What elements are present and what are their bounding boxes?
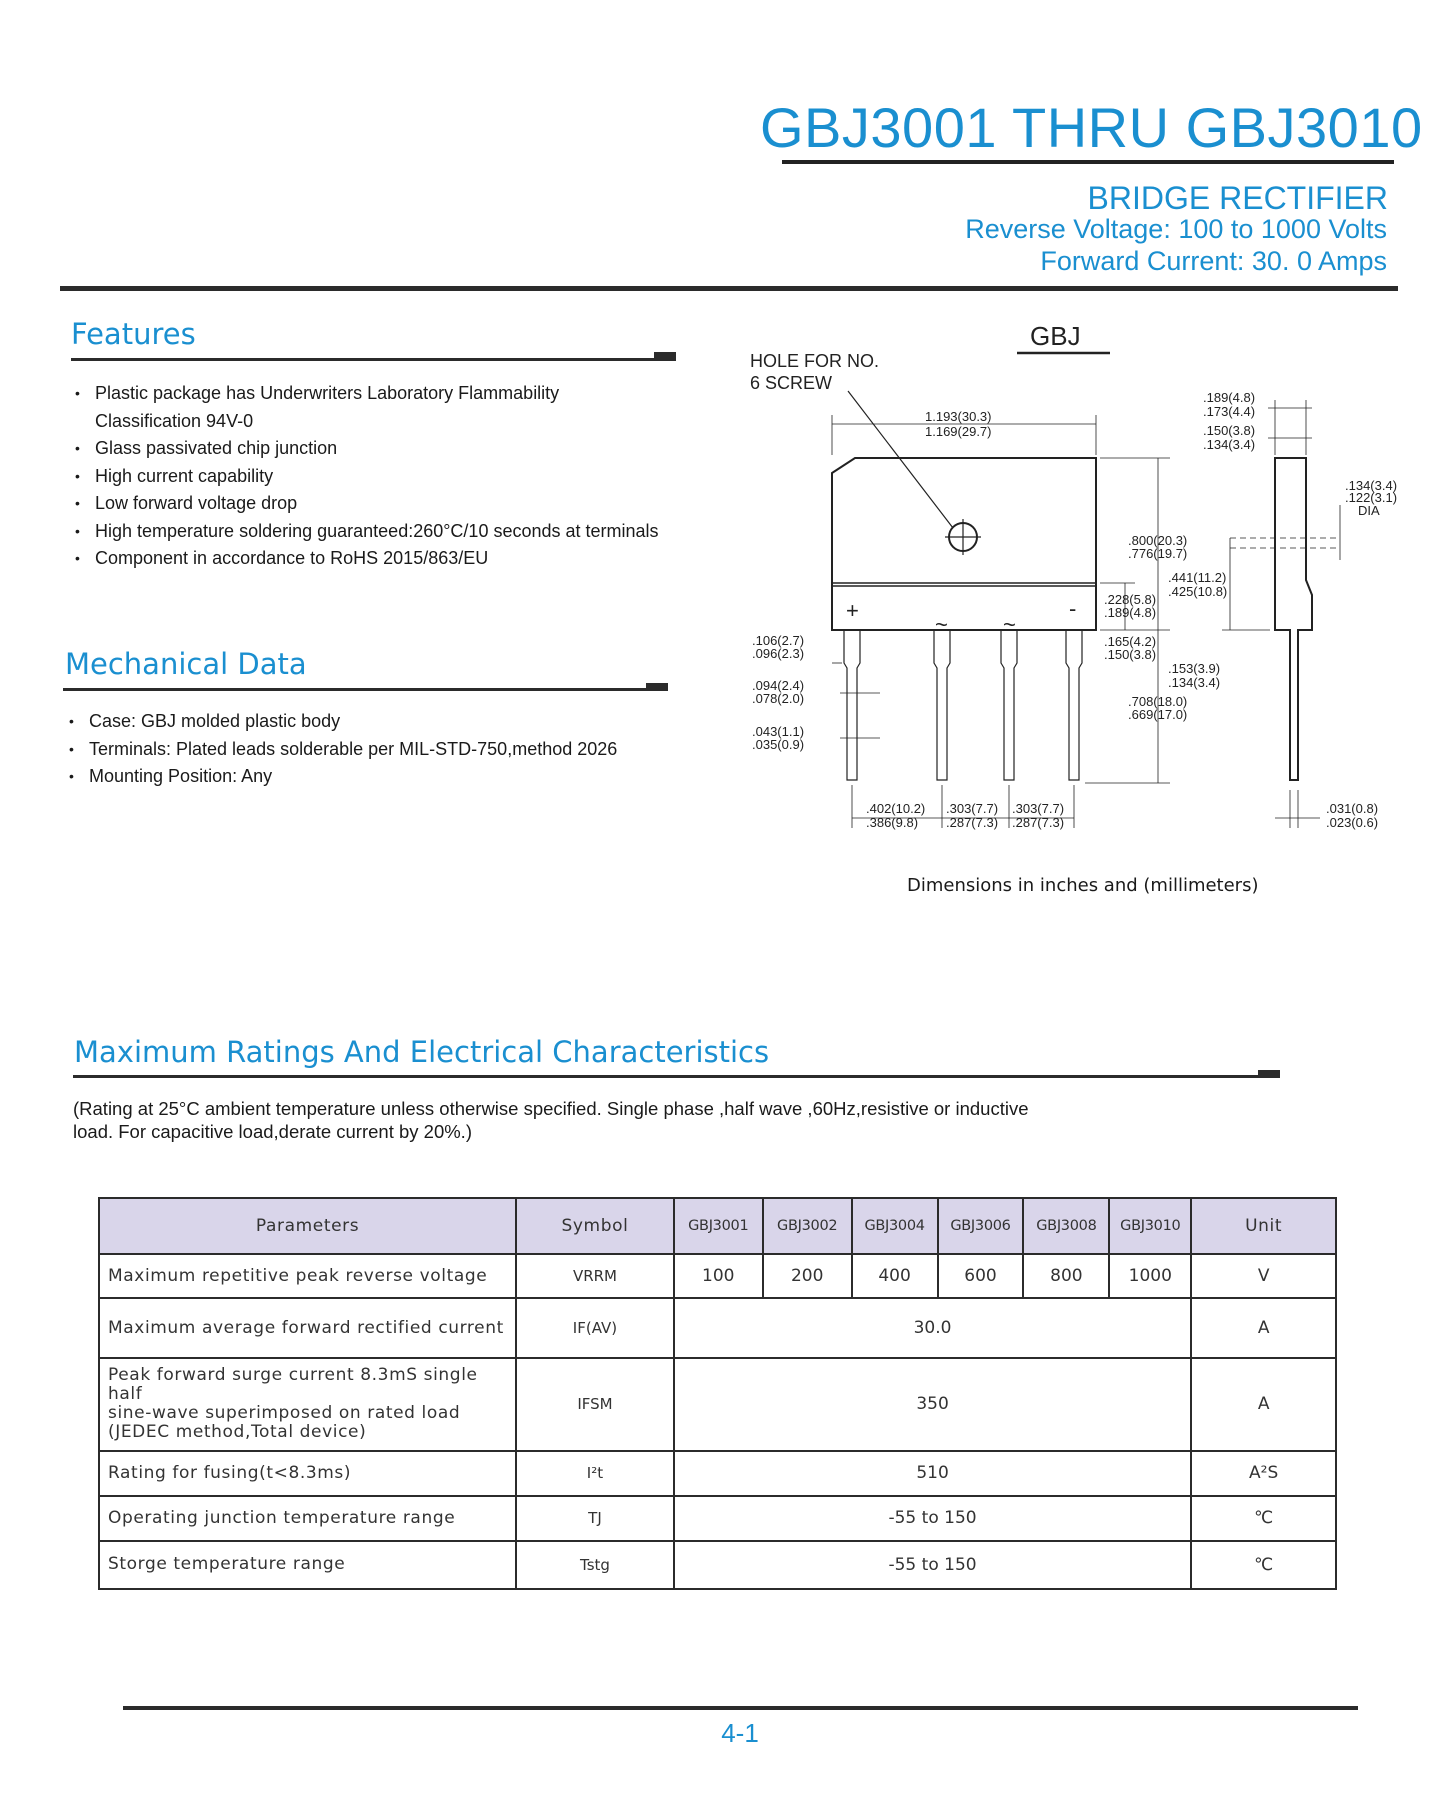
ratings-note-line1: (Rating at 25°C ambient temperature unless otherwise specified. Single phase ,half wave ,60Hz,resistive or inductive (73, 1098, 1029, 1119)
dim-side-lead-t-min: .023(0.6) (1326, 815, 1379, 830)
param-cell: Maximum repetitive peak reverse voltage (99, 1254, 516, 1298)
hole-label-line1: HOLE FOR NO. (750, 351, 880, 371)
value-cell: 100 (674, 1254, 763, 1298)
subtitle: BRIDGE RECTIFIER (1087, 180, 1388, 216)
col-parameters: Parameters (99, 1198, 516, 1254)
side-view-body (1275, 458, 1312, 780)
features-list (75, 380, 659, 573)
dim-hole-pos-min: .425(10.8) (1168, 584, 1228, 599)
lead-minus (1066, 630, 1082, 780)
dim-lead-len-min: .669(17.0) (1128, 707, 1188, 722)
dim-hole-dia-min: .122(3.1) (1345, 490, 1398, 505)
param-cell (99, 1358, 516, 1450)
dim-lead-w2-min: .078(2.0) (752, 691, 805, 706)
ratings-rule (73, 1075, 1278, 1078)
list-item: • High current capability (75, 465, 274, 486)
col-device: GBJ3010 (1109, 1198, 1191, 1254)
value-cell: 510 (674, 1451, 1191, 1496)
dim-body-h-max: .800(20.3) (1128, 533, 1188, 548)
param-cell: Storge temperature range (99, 1541, 516, 1589)
param-cell: Rating for fusing(t<8.3ms) (99, 1451, 516, 1496)
dim-pitch1-max: .402(10.2) (866, 801, 926, 816)
dim-side-th-min: .134(3.4) (1203, 437, 1256, 452)
dim-hole-dia-max: .134(3.4) (1345, 478, 1398, 493)
lead-plus (844, 630, 860, 780)
unit-cell: A²S (1191, 1451, 1336, 1496)
list-item: • Component in accordance to RoHS 2015/863/EU (75, 548, 489, 568)
value-cell: -55 to 150 (674, 1541, 1191, 1589)
dim-lead-w-max: .106(2.7) (752, 633, 805, 648)
dim-lead-w2-max: .094(2.4) (752, 678, 805, 693)
dim-pitch1-min: .386(9.8) (866, 815, 919, 830)
ratings-note-line2: load. For capacitive load,derate current by 20%.) (73, 1121, 472, 1142)
col-symbol: Symbol (516, 1198, 674, 1254)
mechanical-rule-tab (646, 683, 668, 691)
dim-hole-pos-max: .441(11.2) (1168, 570, 1227, 585)
pin-ac1-label: ~ (935, 612, 948, 637)
dim-hole-dia-label: DIA (1358, 503, 1380, 518)
features-rule-tab (654, 352, 676, 360)
value-cell: -55 to 150 (674, 1496, 1191, 1541)
col-device: GBJ3008 (1023, 1198, 1109, 1254)
dim-side-lead-max: .153(3.9) (1168, 661, 1221, 676)
reverse-voltage-spec: Reverse Voltage: 100 to 1000 Volts (965, 214, 1387, 244)
unit-cell: A (1191, 1298, 1336, 1358)
forward-current-spec: Forward Current: 30. 0 Amps (1040, 246, 1387, 276)
dim-width-max: 1.193(30.3) (925, 409, 992, 424)
dim-side-top-max: .189(4.8) (1203, 390, 1256, 405)
param-cell: Operating junction temperature range (99, 1496, 516, 1541)
pin-minus-label: - (1069, 596, 1077, 621)
dim-width-min: 1.169(29.7) (925, 424, 992, 439)
list-item: • Terminals: Plated leads solderable per MIL-STD-750,method 2026 (69, 738, 618, 759)
value-cell: 350 (674, 1358, 1191, 1450)
col-device: GBJ3006 (938, 1198, 1024, 1254)
col-unit: Unit (1191, 1198, 1336, 1254)
param-line: Peak forward surge current 8.3mS single half (108, 1365, 478, 1405)
dim-pitch2-min: .287(7.3) (946, 815, 999, 830)
symbol-cell: Tstg (516, 1541, 674, 1589)
unit-cell: V (1191, 1254, 1336, 1298)
list-item: • Low forward voltage drop (75, 493, 298, 513)
value-cell: 200 (763, 1254, 852, 1298)
dim-pitch3-max: .303(7.7) (1012, 801, 1065, 816)
dim-side-lead-min: .134(3.4) (1168, 675, 1221, 690)
package-label: GBJ (1030, 321, 1081, 351)
col-device: GBJ3002 (763, 1198, 852, 1254)
lead-ac-2 (1001, 630, 1017, 780)
dim-pitch2-max: .303(7.7) (946, 801, 999, 816)
list-item: • Case: GBJ molded plastic body (69, 711, 341, 731)
drawing-caption: Dimensions in inches and (millimeters) (907, 875, 1259, 896)
table-row (99, 1451, 1336, 1496)
dim-shoulder-max: .165(4.2) (1104, 634, 1157, 649)
value-cell: 800 (1023, 1254, 1109, 1298)
table-row (99, 1496, 1336, 1541)
dim-shoulder-min: .150(3.8) (1104, 647, 1157, 662)
list-item: • Mounting Position: Any (69, 766, 273, 786)
symbol-cell: IF(AV) (516, 1298, 674, 1358)
list-item: Classification 94V-0 (95, 410, 254, 431)
mechanical-list (69, 708, 618, 791)
features-rule (71, 358, 676, 361)
dim-side-top-min: .173(4.4) (1203, 404, 1256, 419)
dim-pitch3-min: .287(7.3) (1012, 815, 1065, 830)
package-drawing (738, 318, 1398, 838)
dim-side-th-max: .150(3.8) (1203, 423, 1256, 438)
table-row (99, 1298, 1336, 1358)
unit-cell: A (1191, 1358, 1336, 1450)
table-row (99, 1358, 1336, 1450)
package-body (832, 458, 1096, 630)
features-heading: Features (71, 317, 196, 351)
mechanical-heading: Mechanical Data (65, 647, 307, 681)
title-underline (782, 160, 1394, 164)
value-cell: 1000 (1109, 1254, 1191, 1298)
symbol-cell: VRRM (516, 1254, 674, 1298)
table-header-row (99, 1198, 1336, 1254)
ratings-note (73, 1097, 1123, 1143)
col-device: GBJ3004 (852, 1198, 938, 1254)
lead-ac-1 (934, 630, 950, 780)
dim-step-min: .189(4.8) (1104, 605, 1157, 620)
unit-cell: ℃ (1191, 1496, 1336, 1541)
footer-divider (123, 1706, 1358, 1710)
dim-lead-t-max: .043(1.1) (752, 724, 805, 739)
col-device: GBJ3001 (674, 1198, 763, 1254)
unit-cell: ℃ (1191, 1541, 1336, 1589)
table-row (99, 1541, 1336, 1589)
dim-body-h-min: .776(19.7) (1128, 546, 1188, 561)
list-item: • Glass passivated chip junction (75, 438, 338, 458)
pin-ac2-label: ~ (1003, 612, 1016, 637)
ratings-heading: Maximum Ratings And Electrical Characteristics (74, 1035, 770, 1069)
symbol-cell: TJ (516, 1496, 674, 1541)
hole-label-line2: 6 SCREW (750, 373, 833, 393)
ratings-rule-tab (1258, 1070, 1280, 1078)
header-divider (60, 286, 1398, 291)
dim-lead-w-min: .096(2.3) (752, 646, 805, 661)
mechanical-rule (63, 688, 668, 691)
list-item: • High temperature soldering guaranteed:260°C/10 seconds at terminals (75, 520, 659, 541)
value-cell: 600 (938, 1254, 1024, 1298)
pin-plus-label: + (846, 598, 859, 623)
param-line: (JEDEC method,Total device) (108, 1422, 367, 1443)
ratings-table (98, 1197, 1337, 1590)
symbol-cell: I²t (516, 1451, 674, 1496)
value-cell: 30.0 (674, 1298, 1191, 1358)
table-row (99, 1254, 1336, 1298)
param-cell: Maximum average forward rectified current (99, 1298, 516, 1358)
dim-lead-t-min: .035(0.9) (752, 737, 805, 752)
param-line: sine-wave superimposed on rated load (108, 1403, 461, 1424)
dim-lead-len-max: .708(18.0) (1128, 694, 1188, 709)
page-number: 4-1 (721, 1718, 759, 1748)
value-cell: 400 (852, 1254, 938, 1298)
page-title: GBJ3001 THRU GBJ3010 (760, 96, 1423, 159)
symbol-cell: IFSM (516, 1358, 674, 1450)
dim-side-lead-t-max: .031(0.8) (1326, 801, 1379, 816)
dim-step-max: .228(5.8) (1104, 592, 1157, 607)
list-item: • Plastic package has Underwriters Laboratory Flammability (75, 383, 560, 403)
